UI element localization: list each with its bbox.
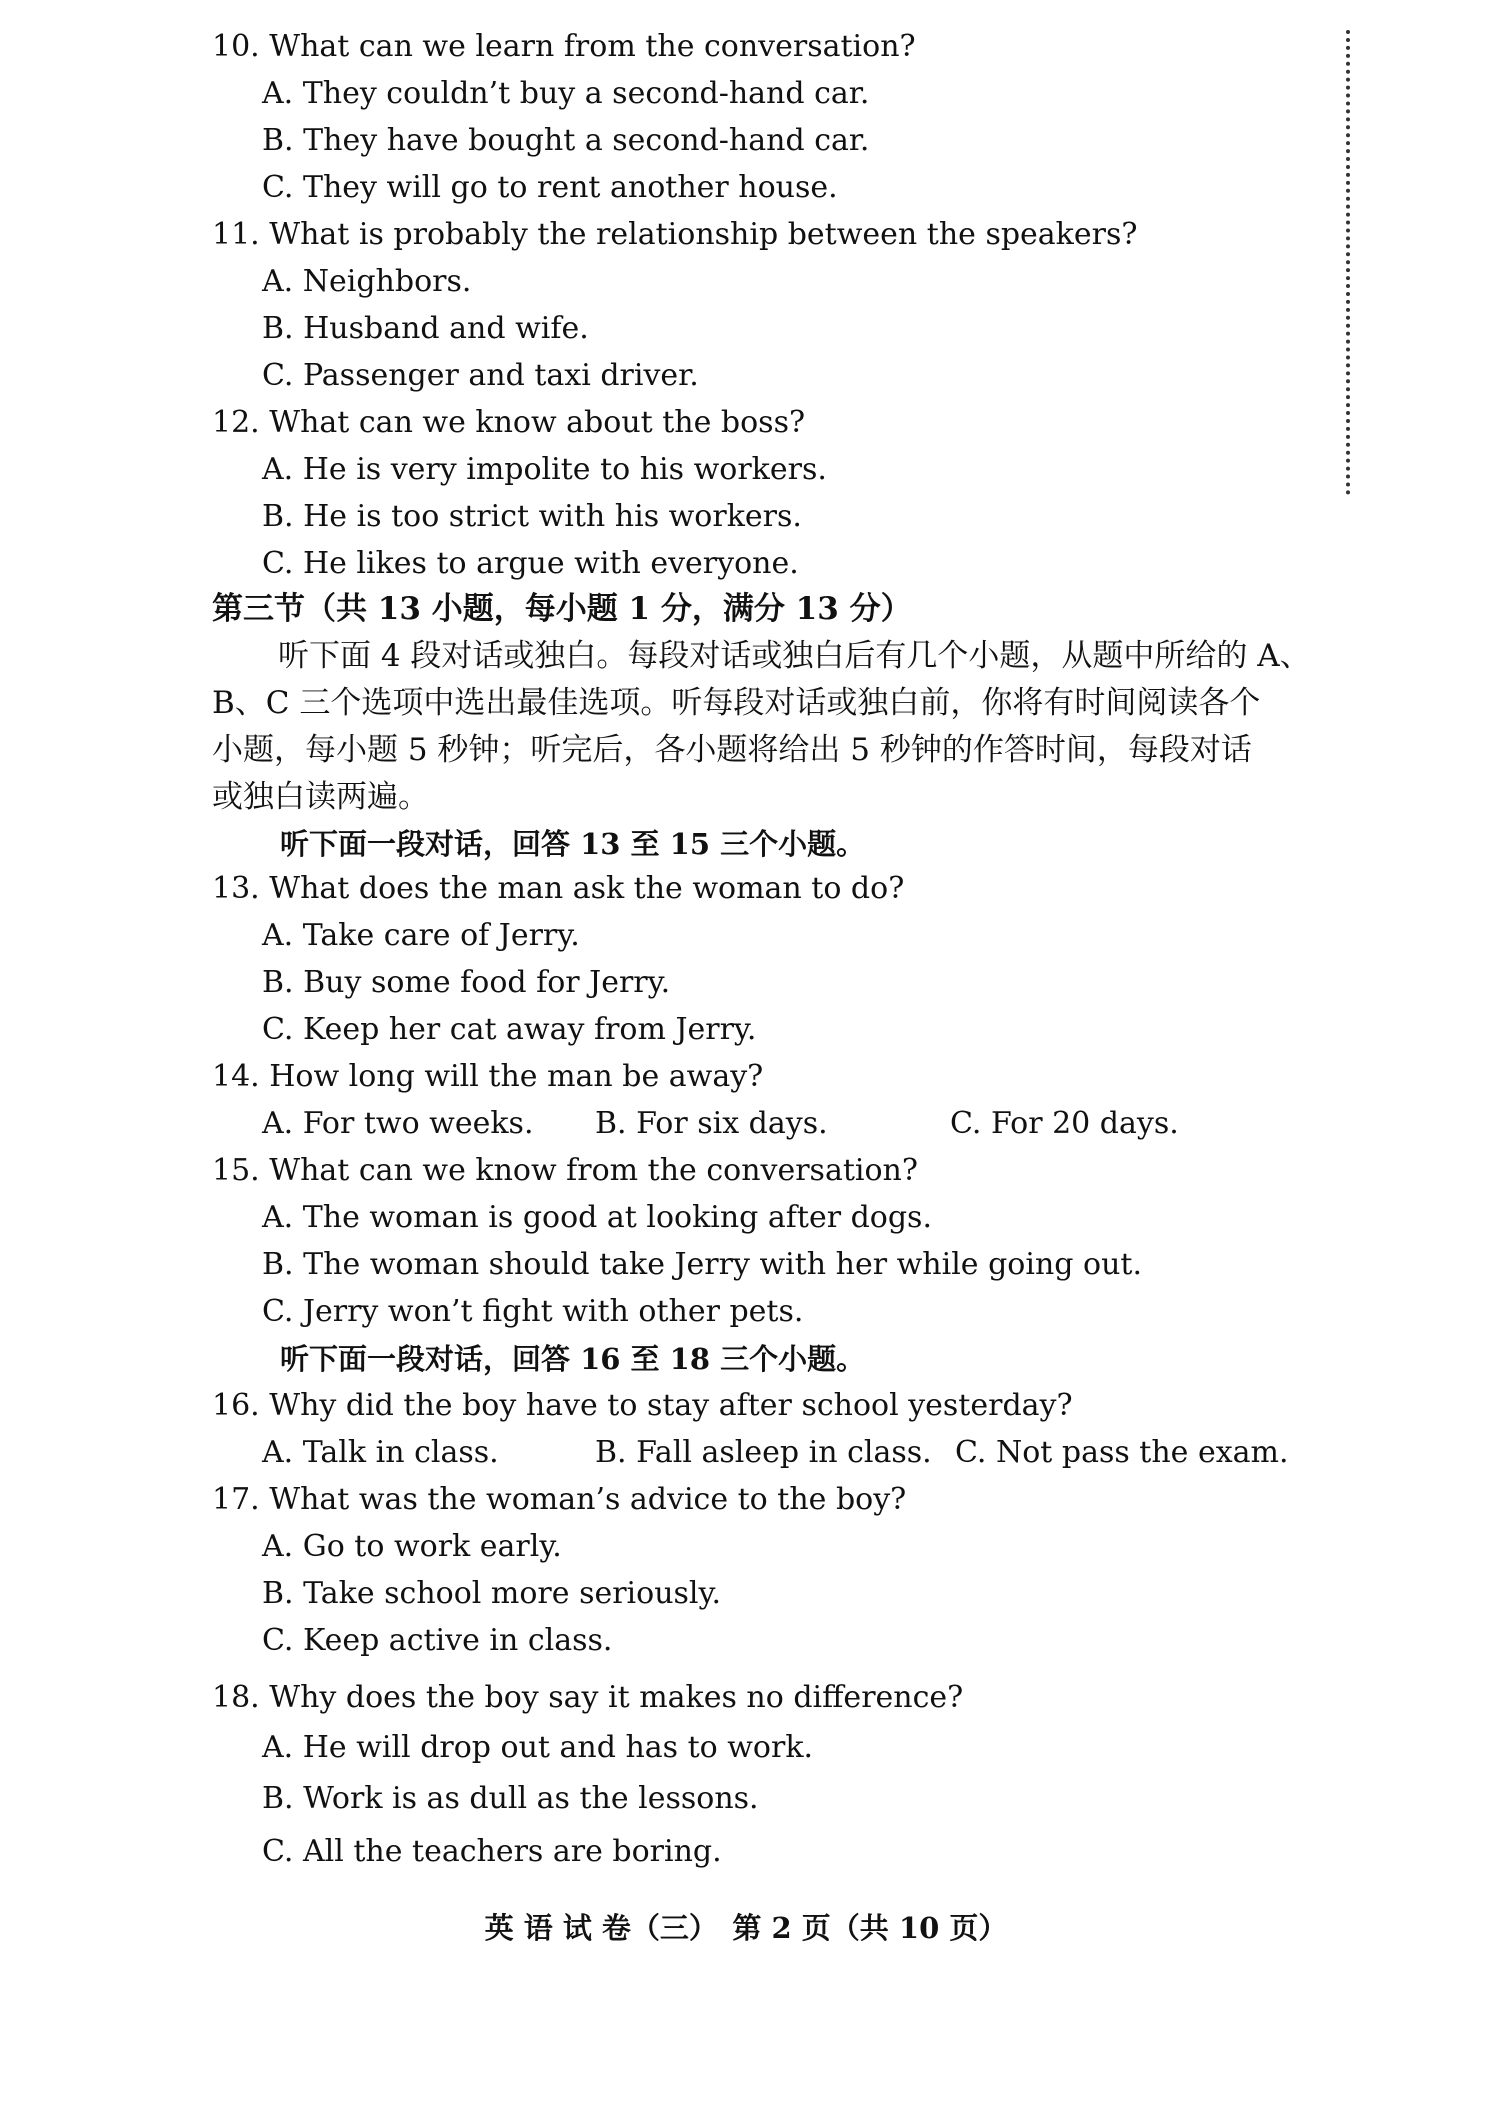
question-11-option-b: B. Husband and wife. [262,311,589,346]
question-12-stem: 12. What can we know about the boss? [212,405,806,440]
question-14-stem: 14. How long will the man be away? [212,1059,764,1094]
question-12-option-b: B. He is too strict with his workers. [262,499,802,534]
question-16-option-a: A. Talk in class. [262,1435,499,1470]
question-13-option-a: A. Take care of Jerry. [262,918,580,953]
question-16-option-b: B. Fall asleep in class. [595,1435,932,1470]
question-18-option-a: A. He will drop out and has to work. [262,1730,814,1765]
section-3-instruction-line: 小题，每小题 5 秒钟；听完后，各小题将给出 5 秒钟的作答时间，每段对话 [212,732,1252,768]
dialog-note-16-18: 听下面一段对话，回答 16 至 18 三个小题。 [280,1342,866,1376]
question-18-option-c: C. All the teachers are boring. [262,1834,722,1869]
question-17-option-c: C. Keep active in class. [262,1623,613,1658]
question-11-stem: 11. What is probably the relationship between the speakers? [212,217,1138,252]
dialog-note-13-15: 听下面一段对话，回答 13 至 15 三个小题。 [280,827,866,861]
question-10-option-c: C. They will go to rent another house. [262,170,838,205]
question-12-option-a: A. He is very impolite to his workers. [262,452,827,487]
question-10-stem: 10. What can we learn from the conversation? [212,29,916,64]
question-17-option-a: A. Go to work early. [262,1529,562,1564]
section-3-instruction-line: B、C 三个选项中选出最佳选项。听每段对话或独白前，你将有时间阅读各个 [212,685,1261,721]
question-14-option-c: C. For 20 days. [950,1106,1179,1141]
question-12-option-c: C. He likes to argue with everyone. [262,546,799,581]
section-3-instruction-line: 或独白读两遍。 [212,779,429,815]
section-3-heading: 第三节（共 13 小题，每小题 1 分，满分 13 分） [212,591,912,627]
question-18-option-b: B. Work is as dull as the lessons. [262,1781,759,1816]
question-13-stem: 13. What does the man ask the woman to do? [212,871,905,906]
question-14-option-b: B. For six days. [595,1106,828,1141]
binding-dotted-line [1346,30,1350,495]
question-17-option-b: B. Take school more seriously. [262,1576,722,1611]
section-3-instruction-line: 听下面 4 段对话或独白。每段对话或独白后有几个小题，从题中所给的 A、 [278,638,1311,674]
question-13-option-c: C. Keep her cat away from Jerry. [262,1012,757,1047]
question-16-stem: 16. Why did the boy have to stay after school yesterday? [212,1388,1073,1423]
question-10-option-b: B. They have bought a second-hand car. [262,123,870,158]
question-15-stem: 15. What can we know from the conversation? [212,1153,918,1188]
question-13-option-b: B. Buy some food for Jerry. [262,965,671,1000]
question-17-stem: 17. What was the woman’s advice to the boy? [212,1482,907,1517]
question-14-option-a: A. For two weeks. [262,1106,534,1141]
question-15-option-c: C. Jerry won’t fight with other pets. [262,1294,804,1329]
question-11-option-c: C. Passenger and taxi driver. [262,358,699,393]
question-10-option-a: A. They couldn’t buy a second-hand car. [262,76,870,111]
page-footer: 英 语 试 卷（三） 第 2 页（共 10 页） [484,1911,1008,1945]
question-15-option-a: A. The woman is good at looking after dogs. [262,1200,932,1235]
question-16-option-c: C. Not pass the exam. [955,1435,1289,1470]
question-11-option-a: A. Neighbors. [262,264,472,299]
question-18-stem: 18. Why does the boy say it makes no difference? [212,1680,964,1715]
question-15-option-b: B. The woman should take Jerry with her while going out. [262,1247,1142,1282]
